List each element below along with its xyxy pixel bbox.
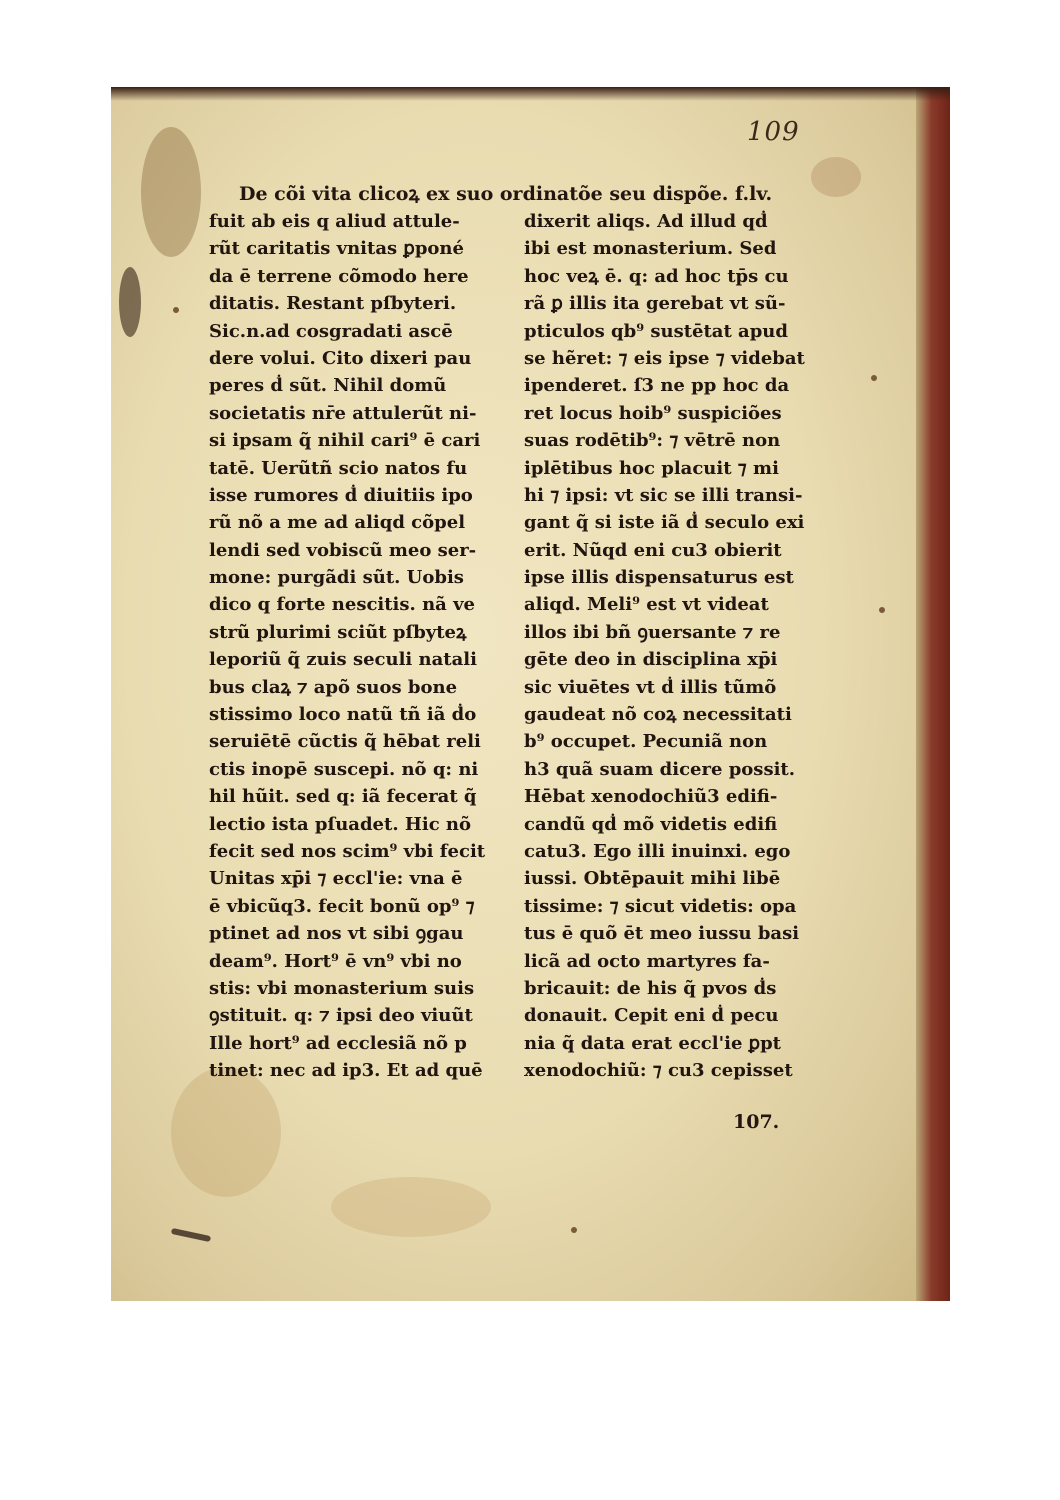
blemish: [871, 375, 877, 381]
scanned-page: [111, 87, 950, 1301]
text-line: xenodochiũ: ⁊ cu3 cepisset: [524, 1060, 793, 1082]
water-stain: [171, 1067, 281, 1197]
text-line: nia q̃ data erat eccl'ie ꝑpt: [524, 1032, 781, 1054]
binding-edge: [916, 87, 950, 1301]
water-stain: [331, 1177, 491, 1237]
ink-stain: [141, 127, 201, 257]
text-line: ptinet ad nos vt sibi ꝯgau: [209, 923, 464, 945]
folio-number: 109: [747, 117, 800, 147]
text-line: leporiũ q̃ zuis seculi natali: [209, 649, 477, 671]
text-line: gēte deo in disciplina xp̄i: [524, 649, 778, 671]
ink-stain: [119, 267, 141, 337]
text-line: se hẽret: ⁊ eis ipse ⁊ videbat: [524, 347, 805, 369]
text-line: Unitas xp̄i ⁊ eccl'ie: vna ē: [209, 868, 463, 890]
text-line: societatis nr̄e attulerũt ni-: [209, 402, 477, 424]
text-line: catu3. Ego illi inuinxi. ego: [524, 840, 791, 862]
text-line: ipenderet. ſ3 ne pp hoc da: [524, 375, 790, 397]
text-line: dico q forte nescitis. nã ve: [209, 594, 475, 616]
text-line: hil hũit. sed q: iã fecerat q̃: [209, 786, 477, 808]
text-line: strũ plurimi sciũt pſbyteꝝ: [209, 621, 467, 643]
text-line: seruiētē cũctis q̃ hēbat reli: [209, 731, 481, 753]
text-line: hi ⁊ ipsi: vt sic se illi transi-: [524, 484, 803, 506]
text-line: ꝯstituit. q: ⁊ ipsi deo viuũt: [209, 1005, 473, 1027]
blemish: [173, 307, 179, 313]
text-line: licã ad octo martyres fa-: [524, 950, 770, 972]
text-line: isse rumores ḋ diuitiis ipo: [209, 484, 473, 506]
text-line: stissimo loco natũ tñ iã ḋo: [209, 704, 477, 726]
text-line: iplētibus hoc placuit ⁊ mi: [524, 457, 779, 479]
text-line: lendi sed vobiscũ meo ser-: [209, 539, 477, 561]
blemish: [571, 1227, 577, 1233]
page-top-edge: [111, 87, 950, 101]
text-line: gaudeat nõ coꝝ necessitati: [524, 704, 792, 726]
text-line: dixerit aliqs. Ad illud qḋ: [524, 211, 768, 232]
text-line: sic viuētes vt ḋ illis tũmõ: [524, 676, 777, 698]
text-line: donauit. Cepit eni ḋ pecu: [524, 1005, 779, 1027]
text-line: tissime: ⁊ sicut videtis: opa: [524, 895, 797, 917]
text-line: iussi. Obtēpauit mihi libē: [524, 868, 781, 890]
text-line: erit. Nũqd eni cu3 obierit: [524, 539, 782, 561]
text-line: rũt caritatis vnitas ꝑponé: [209, 238, 464, 260]
text-line: tus ē quõ ēt meo iussu basi: [524, 923, 800, 945]
ink-stroke: [171, 1228, 211, 1242]
blemish: [879, 607, 885, 613]
text-line: stis: vbi monasterium suis: [209, 977, 475, 999]
text-line: fecit sed nos scim⁹ vbi fecit: [209, 840, 486, 862]
text-line: deam⁹. Hort⁹ ē vn⁹ vbi no: [209, 950, 462, 972]
text-line: ipse illis dispensaturus est: [524, 567, 794, 589]
text-line: Hēbat xenodochiũ3 edifi-: [524, 786, 778, 808]
text-line: peres ḋ sũt. Nihil domũ: [209, 375, 447, 397]
text-line: Ille hort⁹ ad ecclesiã nõ p: [209, 1032, 467, 1054]
chapter-heading: De cõi vita clicoꝝ ex suo ordinatõe seu dispõe. f.lv.: [239, 183, 773, 205]
page-signature: 107.: [733, 1111, 780, 1133]
text-line: Sic.n.ad cosgradati ascē: [209, 320, 453, 342]
text-line: ibi est monasterium. Sed: [524, 238, 777, 260]
text-line: tatē. Uerũtñ scio natos fu: [209, 457, 468, 479]
text-line: gant q̃ si iste iã ḋ seculo exi: [524, 512, 805, 534]
text-line: ē vbicũq3. fecit bonũ op⁹ ⁊: [209, 895, 475, 917]
text-line: mone: purgãdi sũt. Uobis: [209, 567, 464, 589]
text-line: rã ꝑ illis ita gerebat vt sũ-: [524, 293, 786, 315]
text-line: si ipsam q̃ nihil cari⁹ ē cari: [209, 430, 481, 452]
text-line: rũ nõ a me ad aliqd cõpel: [209, 512, 466, 534]
text-line: dere volui. Cito dixeri pau: [209, 347, 472, 369]
text-line: ditatis. Restant pſbyteri.: [209, 293, 457, 315]
text-line: suas rodētib⁹: ⁊ vētrē non: [524, 430, 781, 452]
text-line: pticulos qb⁹ sustētat apud: [524, 320, 788, 342]
text-column-right: [524, 208, 839, 1085]
text-line: illos ibi bñ ꝯuersante ⁊ re: [524, 621, 781, 643]
text-line: lectio ista pſuadet. Hic nõ: [209, 813, 472, 835]
text-line: bricauit: de his q̃ pvos ḋs: [524, 977, 777, 999]
text-line: hoc veꝝ ē. q: ad hoc tp̄s cu: [524, 265, 789, 287]
text-line: bus claꝝ ⁊ apõ suos bone: [209, 676, 458, 698]
text-line: da ē terrene cõmodo here: [209, 265, 469, 287]
text-column-left: [209, 208, 524, 1085]
text-line: ret locus hoib⁹ suspiciões: [524, 402, 782, 424]
paper-sheet: [111, 87, 918, 1301]
text-line: ctis inopē suscepi. nõ q: ni: [209, 758, 479, 780]
text-line: h3 quã suam dicere possit.: [524, 758, 795, 780]
text-line: aliqd. Meli⁹ est vt videat: [524, 594, 769, 616]
text-line: fuit ab eis q aliud attule-: [209, 211, 460, 232]
text-line: tinet: nec ad ip3. Et ad quē: [209, 1060, 483, 1082]
text-line: b⁹ occupet. Pecuniã non: [524, 731, 768, 753]
text-line: candũ qḋ mõ videtis edifi: [524, 813, 778, 835]
